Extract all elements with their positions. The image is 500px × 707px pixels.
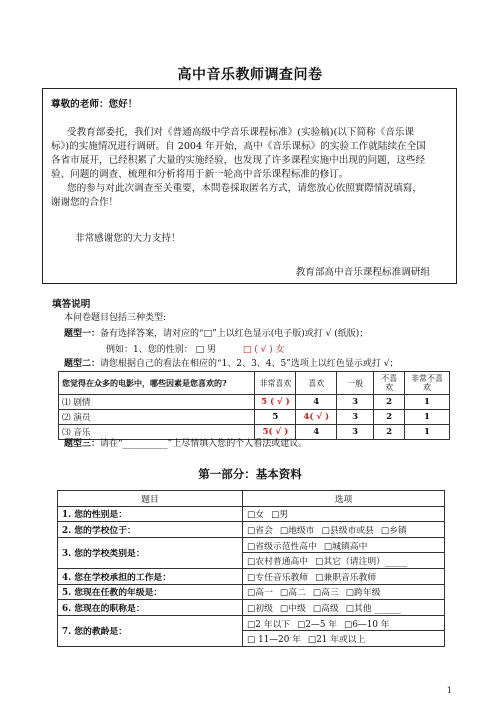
checkbox-option[interactable]: □省级示范性高中 <box>247 541 317 552</box>
section-title: 第一部分：基本资料 <box>198 467 302 481</box>
scale-row-label: ⑴ 剧情 <box>59 395 255 410</box>
question-cell: 7. 您的教龄是： <box>58 615 243 646</box>
letter-line: 受教育部委托，我们对《普通高级中学音乐课程标准》(实验稿)(以下简称《音乐课 <box>67 127 415 138</box>
basic-info-table <box>57 490 445 647</box>
rating-cell[interactable]: 5 ( √ ) <box>255 395 296 410</box>
rating-cell[interactable]: 3 <box>337 395 374 410</box>
scale-header: 非常喜欢 <box>255 372 296 395</box>
options-cell <box>243 568 445 584</box>
table-row <box>58 522 445 538</box>
rating-cell[interactable]: 2 <box>374 425 405 440</box>
rating-cell[interactable]: 4( √ ) <box>296 410 337 425</box>
rating-cell[interactable]: 2 <box>374 395 405 410</box>
checkbox-option[interactable]: □兼职音乐教师 <box>315 572 377 583</box>
letter-line: 您的参与对此次调查至关重要，本問卷採取匿名方式，请您放心依照實際情況填寫， <box>67 183 422 194</box>
checkbox-option[interactable]: □地级市 <box>279 525 315 536</box>
options-cell <box>243 584 445 600</box>
letter-line: 谢谢您的合作！ <box>51 197 119 208</box>
table-row <box>59 395 450 410</box>
checkbox-option[interactable]: □其它（请注明）_____ <box>315 557 407 568</box>
options-cell <box>243 506 445 522</box>
options-cell <box>243 600 445 616</box>
type2-text: 请您根据自己的看法在相应的“1、2、3、4、5”选项上以红色显示或打 √； <box>100 359 399 369</box>
page-title: 高中音乐教师调查问卷 <box>177 67 323 83</box>
checkbox-option[interactable]: □城镇高中 <box>323 541 368 552</box>
letter-greeting: 尊敬的老师：您好！ <box>51 99 138 110</box>
scale-row-label: ⑵ 演员 <box>59 410 255 425</box>
checkbox-option[interactable]: □女 <box>247 510 265 521</box>
checkbox-option[interactable]: □跨年级 <box>345 588 381 599</box>
checkbox-option[interactable]: □6—10 年 <box>344 619 390 630</box>
rating-cell[interactable]: 3 <box>337 425 374 440</box>
checkbox-option[interactable]: □高三 <box>312 588 339 599</box>
rating-cell[interactable]: 1 <box>405 395 450 410</box>
instructions-intro: 本问卷题目包括三种类型: <box>64 313 167 323</box>
checkbox-option[interactable]: □省会 <box>247 525 273 536</box>
checkbox-option[interactable]: □2—5 年 <box>297 619 338 630</box>
cover-letter-box <box>42 88 457 284</box>
type3-text: 请在“__________”上尽情填入您的个人看法或建议。 <box>100 439 308 449</box>
checkbox-option[interactable]: □专任音乐教师 <box>247 572 309 583</box>
type2-label: 题型二： <box>64 359 101 369</box>
scale-header-question: 您觉得在众多的电影中，哪些因素是您喜欢的? <box>59 372 255 395</box>
letter-signature: 教育部高中音乐课程标准调研组 <box>295 267 430 278</box>
question-cell: 1. 您的性别是： <box>58 506 243 522</box>
rating-cell[interactable]: 5 <box>255 410 296 425</box>
example-answer: □ ( √ ) 女 <box>242 345 285 355</box>
table-row <box>58 600 445 616</box>
rating-cell[interactable]: 4 <box>296 425 337 440</box>
question-cell: 2. 您的学校位于： <box>58 522 243 538</box>
scale-row-label: ⑶ 音乐 <box>59 425 255 440</box>
column-header-options: 选项 <box>243 491 445 507</box>
column-header-question: 题目 <box>58 491 243 507</box>
checkbox-option[interactable]: □2 年以下 <box>247 619 291 630</box>
options-cell <box>243 615 445 631</box>
scale-example-table <box>58 371 450 440</box>
letter-line: 验、问题的调查、梳理和分析将用于新一轮高中音乐课程标准的修订。 <box>51 169 349 180</box>
checkbox-option[interactable]: □ 11—20 年 <box>247 635 301 646</box>
letter-line: 标》)的实施情况进行调研。自 2004 年开始，高中《音乐课标》的实验工作就陆续在全国 <box>51 141 426 152</box>
question-cell: 4. 您在学校承担的工作是： <box>58 568 243 584</box>
checkbox-option[interactable]: □中级 <box>279 603 306 614</box>
rating-cell[interactable]: 2 <box>374 410 405 425</box>
table-header-row <box>58 491 445 507</box>
options-cell <box>243 537 445 553</box>
type1-line <box>64 328 368 340</box>
options-cell <box>243 522 445 538</box>
instructions-heading: 填答说明 <box>52 299 91 310</box>
checkbox-option[interactable]: □其他 ______ <box>345 603 401 614</box>
checkbox-option[interactable]: □高一 <box>247 588 273 599</box>
type3-label: 题型三： <box>64 439 101 449</box>
letter-thanks: 非常感谢您的大力支持！ <box>75 233 181 244</box>
question-cell: 5. 您现在任教的年级是： <box>58 584 243 600</box>
table-row <box>58 506 445 522</box>
checkbox-option[interactable]: □农村普通高中 <box>247 557 309 568</box>
table-row <box>58 584 445 600</box>
checkbox-option[interactable]: □高二 <box>279 588 306 599</box>
type1-example <box>106 344 285 356</box>
checkbox-option[interactable]: □乡镇 <box>380 525 407 536</box>
table-header-row <box>59 372 450 395</box>
checkbox-option[interactable]: □初级 <box>247 603 273 614</box>
rating-cell[interactable]: 3 <box>337 410 374 425</box>
scale-header: 喜欢 <box>296 372 337 395</box>
checkbox-option[interactable]: □高级 <box>312 603 339 614</box>
rating-cell[interactable]: 5( √ ) <box>255 425 296 440</box>
checkbox-option[interactable]: □男 <box>271 510 289 521</box>
rating-cell[interactable]: 1 <box>405 425 450 440</box>
table-row <box>58 615 445 631</box>
table-row <box>59 410 450 425</box>
scale-header: 非常不喜欢 <box>405 372 450 395</box>
table-row <box>58 568 445 584</box>
type1-text: 备有选择答案，请对应的“□”上以红色显示(电子版)或打 √ (纸版)； <box>100 329 369 339</box>
scale-header: 一般 <box>337 372 374 395</box>
page-number: 1 <box>446 686 452 695</box>
type2-line <box>64 358 398 370</box>
scale-header: 不喜欢 <box>374 372 405 395</box>
question-cell: 3. 您的学校类别是： <box>58 537 243 568</box>
rating-cell[interactable]: 1 <box>405 410 450 425</box>
checkbox-option[interactable]: □21 年或以上 <box>307 635 366 646</box>
letter-line: 各省市展开，已经积累了大量的实施经验，也发现了许多课程实施中出现的问题，这些经 <box>51 155 426 166</box>
checkbox-option[interactable]: □县级市或县 <box>321 525 374 536</box>
options-cell <box>243 631 445 647</box>
options-cell <box>243 553 445 569</box>
question-cell: 6. 您现在的职称是： <box>58 600 243 616</box>
table-row <box>58 537 445 553</box>
type3-line <box>64 438 307 450</box>
rating-cell[interactable]: 4 <box>296 395 337 410</box>
type1-label: 题型一： <box>64 329 101 339</box>
example-question: 例如：1、您的性别： □ 男 <box>106 345 216 355</box>
